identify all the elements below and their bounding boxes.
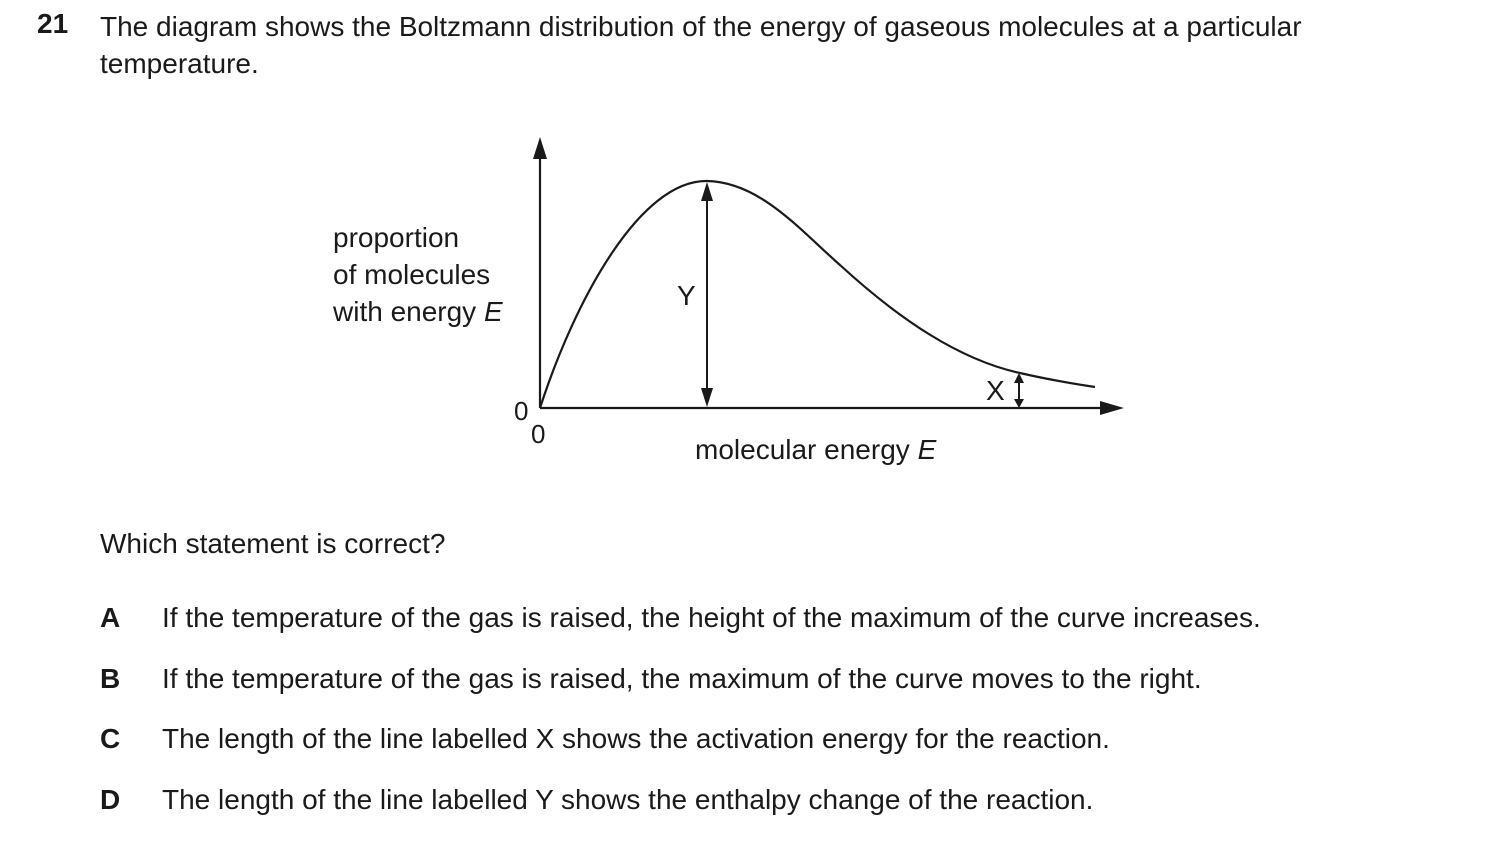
option-b[interactable] — [100, 663, 1480, 724]
label-x: X — [986, 375, 1005, 406]
option-text: The length of the line labelled X shows the activation energy for the reaction. — [162, 723, 1110, 755]
y-arrowhead-up — [701, 182, 713, 201]
option-letter: D — [100, 784, 120, 816]
distribution-curve — [540, 181, 1095, 408]
y-axis-arrowhead — [533, 137, 547, 159]
origin-label-x: 0 — [531, 419, 545, 449]
question-prompt: Which statement is correct? — [100, 528, 445, 560]
origin-label-y: 0 — [514, 396, 528, 426]
question-stem: The diagram shows the Boltzmann distribution of the energy of gaseous molecules at a particular temperature. — [100, 8, 1460, 82]
option-letter: C — [100, 723, 120, 755]
x-axis-arrowhead — [1100, 401, 1124, 415]
x-arrowhead-down — [1014, 399, 1024, 408]
y-axis-label-line-2: of molecules — [333, 259, 490, 290]
x-axis-label: molecular energy E — [695, 434, 937, 465]
question-number: 21 — [37, 8, 68, 40]
option-text: The length of the line labelled Y shows the enthalpy change of the reaction. — [162, 784, 1093, 816]
option-letter: A — [100, 602, 120, 634]
option-a[interactable] — [100, 602, 1480, 663]
label-y: Y — [677, 280, 696, 311]
option-d[interactable] — [100, 784, 1480, 844]
option-text: If the temperature of the gas is raised, the maximum of the curve moves to the right. — [162, 663, 1202, 695]
answer-options — [100, 602, 1480, 844]
option-text: If the temperature of the gas is raised, the height of the maximum of the curve increases. — [162, 602, 1261, 634]
y-axis-label-line-3: with energy E — [332, 296, 503, 327]
option-c[interactable] — [100, 723, 1480, 784]
y-arrowhead-down — [701, 388, 713, 407]
y-axis-label-line-1: proportion — [333, 222, 459, 253]
option-letter: B — [100, 663, 120, 695]
